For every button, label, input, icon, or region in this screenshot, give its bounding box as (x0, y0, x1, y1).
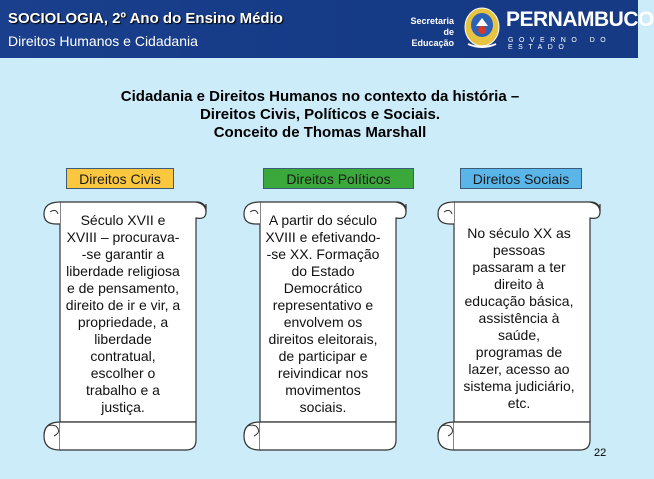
state-government: GOVERNO DO ESTADO (508, 37, 612, 51)
state-name: PERNAMBUCO (506, 8, 654, 31)
text-direitos-politicos (252, 212, 394, 416)
text-direitos-sociais (448, 225, 590, 412)
sociais-line: assistência à (478, 310, 560, 326)
title-line-1: Cidadania e Direitos Humanos no contexto da história – (120, 88, 520, 105)
politicos-line: A partir do século (268, 212, 378, 228)
sociais-line: No século XX as (467, 225, 571, 241)
sociais-line: educação básica, (464, 293, 574, 309)
label-direitos-sociais: Direitos Sociais (460, 168, 582, 189)
politicos-line: direitos eleitorais, (268, 331, 378, 347)
sociais-line: lazer, acesso ao (468, 361, 570, 377)
civis-line: escolher o (90, 365, 156, 381)
slide-header (0, 0, 654, 58)
civis-line: liberdade (94, 331, 152, 347)
sociais-line: passaram a ter (472, 259, 566, 275)
civis-line: XVIII – procurava- (66, 229, 180, 245)
civis-line: Século XVII e (80, 212, 166, 228)
sociais-line: sistema judiciário, (463, 378, 575, 394)
sociais-line: direito à (494, 276, 544, 292)
civis-line: -se garantir a (81, 246, 165, 262)
politicos-line: sociais. (299, 399, 347, 415)
civis-line: justiça. (101, 399, 145, 415)
politicos-line: do Estado (291, 263, 355, 279)
text-direitos-civis (52, 212, 194, 416)
civis-line: propriedade, a (77, 314, 169, 330)
secretaria-line2: Educação (411, 38, 454, 48)
civis-line: trabalho e a (86, 382, 160, 398)
label-direitos-civis: Direitos Civis (66, 168, 174, 189)
sociais-line: etc. (507, 395, 531, 411)
secretaria-label (404, 16, 454, 49)
politicos-line: -se XX. Formação (266, 246, 380, 262)
civis-line: contratual, (90, 348, 156, 364)
civis-line: direito de ir e vir, a (65, 297, 181, 313)
politicos-line: de participar e (278, 348, 368, 364)
sociais-line: saúde, (497, 327, 541, 343)
state-crest-icon (462, 4, 502, 50)
politicos-line: envolvem os (283, 314, 363, 330)
title-line-2: Direitos Civis, Políticos e Sociais. (199, 106, 441, 123)
title-line-3: Conceito de Thomas Marshall (213, 124, 427, 141)
page-number: 22 (594, 447, 607, 459)
header-subtitle: Direitos Humanos e Cidadania (8, 33, 198, 49)
politicos-line: XVIII e efetivando- (265, 229, 381, 245)
header-title: SOCIOLOGIA, 2º Ano do Ensino Médio (8, 10, 283, 27)
politicos-line: Democrático (283, 280, 363, 296)
civis-line: liberdade religiosa (66, 263, 180, 279)
politicos-line: movimentos (285, 382, 361, 398)
sociais-line: pessoas (492, 242, 546, 258)
politicos-line: reivindicar nos (277, 365, 369, 381)
label-direitos-politicos: Direitos Políticos (263, 168, 414, 189)
sociais-line: programas de (475, 344, 563, 360)
secretaria-line1: Secretaria de (410, 16, 454, 37)
civis-line: e de pensamento, (66, 280, 180, 296)
slide-title (40, 88, 600, 142)
politicos-line: representativo e (272, 297, 374, 313)
